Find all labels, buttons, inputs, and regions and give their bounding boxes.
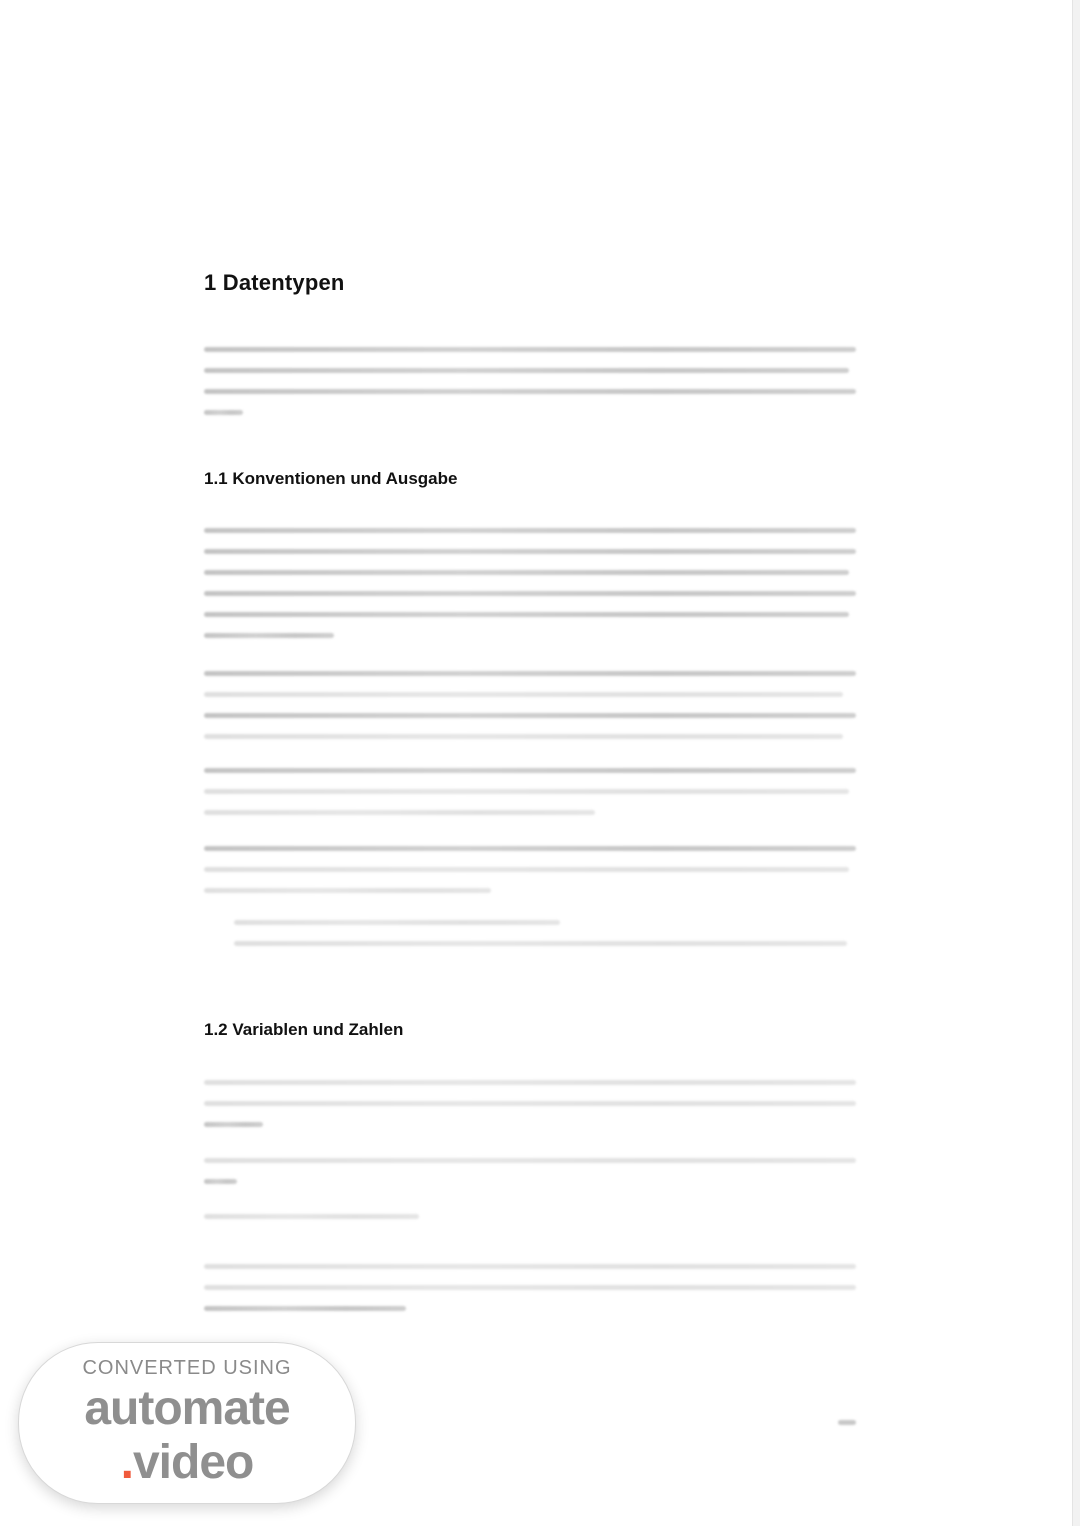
section-heading-1-1: 1.1 Konventionen und Ausgabe — [204, 469, 458, 488]
chapter-heading: 1 Datentypen — [204, 270, 345, 295]
watermark-brand-sub — [19, 1435, 355, 1490]
watermark-brand-sub-text: video — [132, 1436, 254, 1489]
scrollbar-edge[interactable] — [1072, 0, 1080, 1526]
section-1-2-code-line — [204, 1214, 856, 1235]
section-1-1-code-sample — [204, 920, 856, 962]
page-number — [838, 1420, 856, 1425]
watermark-dot: . — [120, 1436, 133, 1489]
section-1-2-paragraph-1 — [204, 1080, 856, 1143]
section-1-1-paragraph-4 — [204, 846, 856, 909]
watermark-badge — [18, 1342, 356, 1504]
section-1-1-paragraph-2 — [204, 671, 856, 755]
section-1-2-paragraph-2 — [204, 1158, 856, 1200]
section-1-1-paragraph-3 — [204, 768, 856, 831]
intro-paragraph — [204, 347, 856, 431]
section-1-2-paragraph-3 — [204, 1264, 856, 1327]
section-heading-1-2: 1.2 Variablen und Zahlen — [204, 1020, 404, 1039]
watermark-top-text: CONVERTED USING — [82, 1357, 292, 1379]
section-1-1-paragraph-1 — [204, 528, 856, 654]
watermark-brand-main: automate — [84, 1382, 290, 1435]
